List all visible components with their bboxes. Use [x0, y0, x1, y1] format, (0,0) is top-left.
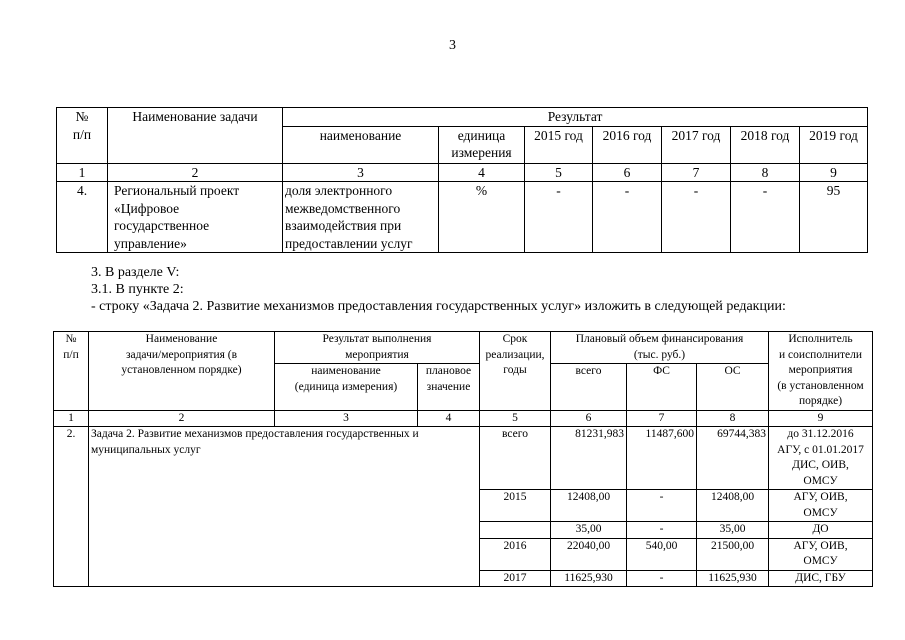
index-cell: 6 [551, 410, 627, 427]
row-value: - [593, 182, 662, 253]
term-cell: 2016 [480, 538, 551, 570]
header-year: 2019 год [800, 126, 868, 163]
header-fs: ФС [627, 364, 697, 410]
executor-cell: до 31.12.2016 АГУ, с 01.01.2017 ДИС, ОИВ, ОМСУ [769, 427, 873, 490]
term-cell: всего [480, 427, 551, 490]
fs-cell: 540,00 [627, 538, 697, 570]
header-num: № п/п [54, 332, 89, 411]
header-result-name: наименование (единица измерения) [275, 364, 418, 410]
index-cell: 4 [439, 163, 525, 182]
os-cell: 12408,00 [697, 490, 769, 522]
header-finance: Плановый объем финансирования (тыс. руб.) [551, 332, 769, 364]
paragraph: 3.1. В пункте 2: [91, 282, 184, 297]
row-unit: % [439, 182, 525, 253]
index-cell: 2 [89, 410, 275, 427]
header-executor: Исполнитель и соисполнители мероприятия (в установленном порядке) [769, 332, 873, 411]
row-name: доля электронного межведомственного взаимодействия при предоставлении услуг [283, 182, 439, 253]
executor-cell: АГУ, ОИВ, ОМСУ [769, 490, 873, 522]
result-table [56, 107, 868, 253]
header-task: Наименование задачи [108, 108, 283, 164]
executor-cell: АГУ, ОИВ, ОМСУ [769, 538, 873, 570]
index-cell: 3 [275, 410, 418, 427]
index-cell: 6 [593, 163, 662, 182]
paragraph: 3. В разделе V: [91, 265, 180, 280]
term-cell: 2017 [480, 570, 551, 587]
header-term: Срок реализации, годы [480, 332, 551, 411]
index-cell: 1 [57, 163, 108, 182]
header-year: 2017 год [662, 126, 731, 163]
header-task: Наименование задачи/мероприятия (в установленном порядке) [89, 332, 275, 411]
executor-cell: ДИС, ГБУ [769, 570, 873, 587]
index-cell: 5 [480, 410, 551, 427]
header-os: ОС [697, 364, 769, 410]
task-table [53, 331, 873, 587]
header-unit: единица измерения [439, 126, 525, 163]
total-cell: 81231,983 [551, 427, 627, 490]
paragraph: - строку «Задача 2. Развитие механизмов предоставления государственных услуг» изложить в следующей редакции: [91, 299, 786, 314]
executor-cell: ДО [769, 522, 873, 539]
header-result-plan: плановое значение [418, 364, 480, 410]
index-cell: 7 [627, 410, 697, 427]
header-year: 2018 год [731, 126, 800, 163]
header-num: № п/п [57, 108, 108, 164]
total-cell: 35,00 [551, 522, 627, 539]
row-num: 2. [54, 427, 89, 587]
index-cell: 9 [769, 410, 873, 427]
index-cell: 8 [697, 410, 769, 427]
row-value: - [662, 182, 731, 253]
index-cell: 8 [731, 163, 800, 182]
row-value: 95 [800, 182, 868, 253]
os-cell: 35,00 [697, 522, 769, 539]
fs-cell: - [627, 522, 697, 539]
index-cell: 5 [525, 163, 593, 182]
os-cell: 69744,383 [697, 427, 769, 490]
task-text: Задача 2. Развитие механизмов предоставления государственных и муниципальных услуг [89, 427, 480, 587]
index-cell: 7 [662, 163, 731, 182]
row-num: 4. [57, 182, 108, 253]
index-cell: 4 [418, 410, 480, 427]
header-result: Результат [283, 108, 868, 127]
header-result: Результат выполнения мероприятия [275, 332, 480, 364]
os-cell: 21500,00 [697, 538, 769, 570]
index-cell: 1 [54, 410, 89, 427]
header-year: 2015 год [525, 126, 593, 163]
fs-cell: 11487,600 [627, 427, 697, 490]
index-cell: 2 [108, 163, 283, 182]
index-cell: 9 [800, 163, 868, 182]
header-name: наименование [283, 126, 439, 163]
index-cell: 3 [283, 163, 439, 182]
os-cell: 11625,930 [697, 570, 769, 587]
header-total: всего [551, 364, 627, 410]
row-value: - [731, 182, 800, 253]
row-task: Региональный проект «Цифровое государственное управление» [108, 182, 283, 253]
total-cell: 11625,930 [551, 570, 627, 587]
total-cell: 12408,00 [551, 490, 627, 522]
page-number: 3 [449, 38, 456, 53]
row-value: - [525, 182, 593, 253]
header-year: 2016 год [593, 126, 662, 163]
term-cell: 2015 [480, 490, 551, 522]
fs-cell: - [627, 490, 697, 522]
total-cell: 22040,00 [551, 538, 627, 570]
fs-cell: - [627, 570, 697, 587]
term-cell [480, 522, 551, 539]
